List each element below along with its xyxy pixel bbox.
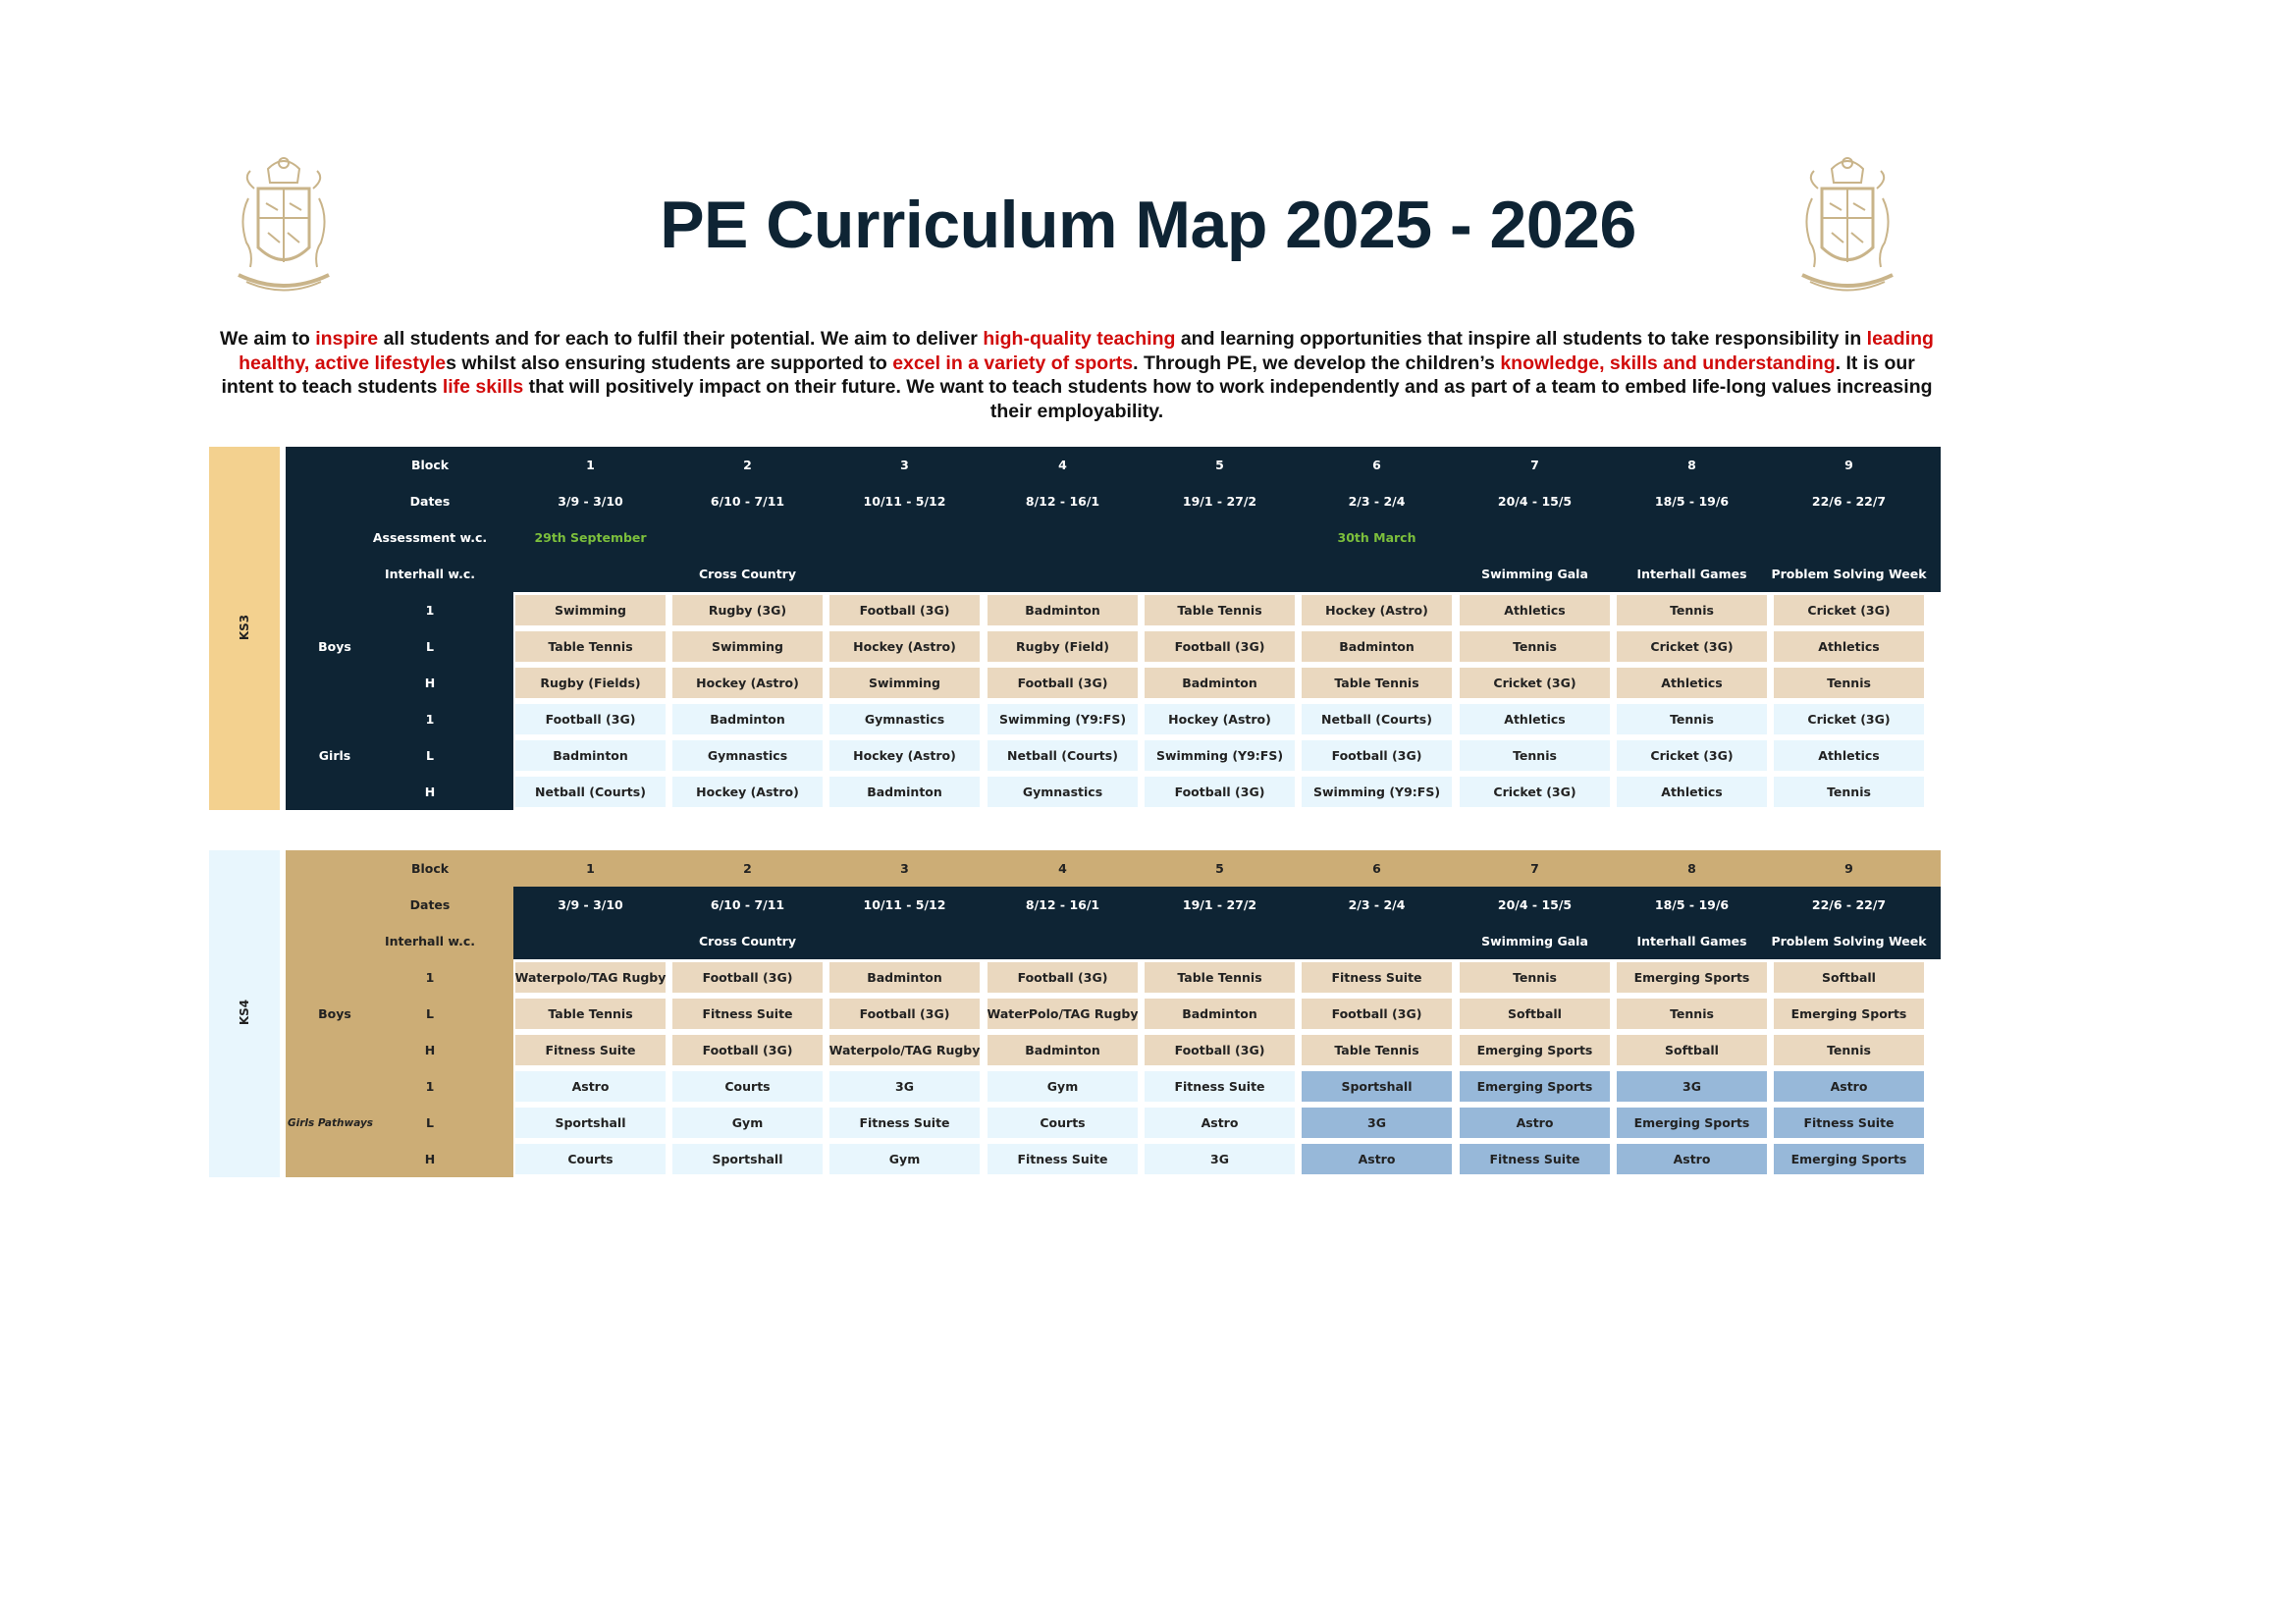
ks4-interhall-cell: Problem Solving Week <box>1771 934 1927 948</box>
ks3-interhall-cell <box>513 556 667 592</box>
activity-cell: Tennis <box>1617 704 1767 734</box>
ks4-set-label: L <box>426 1115 434 1130</box>
activity-cell: Softball <box>1774 962 1924 993</box>
ks3-blocks-cell: 8 <box>1687 458 1696 472</box>
ks3-band <box>209 447 280 810</box>
activity-cell: Astro <box>1145 1108 1295 1138</box>
activity-cell: Cricket (3G) <box>1460 668 1610 698</box>
activity-cell: Hockey (Astro) <box>829 740 980 771</box>
activity-cell: Table Tennis <box>1302 668 1452 698</box>
intro-text: s whilst also ensuring students are supported to <box>446 352 893 374</box>
activity-cell: Astro <box>1774 1071 1924 1102</box>
ks3-interhall-cell <box>1143 556 1297 592</box>
ks4-dates-cell: 10/11 - 5/12 <box>863 897 946 912</box>
ks3-girls-group-label: Girls <box>318 748 351 763</box>
activity-cell: Football (3G) <box>1145 631 1295 662</box>
ks3-interhall-cell: Problem Solving Week <box>1771 567 1927 581</box>
activity-cell: Swimming <box>515 595 666 625</box>
intent-statement <box>218 327 1936 423</box>
activity-cell: Badminton <box>672 704 823 734</box>
ks4-interhall-cell <box>1300 923 1454 959</box>
intro-text: all students and for each to fulfil their potential. We aim to deliver <box>378 328 984 350</box>
activity-cell: Badminton <box>1145 668 1295 698</box>
ks3-interhall-cell: Interhall Games <box>1636 567 1747 581</box>
activity-cell: Gym <box>829 1144 980 1174</box>
activity-cell: Rugby (3G) <box>672 595 823 625</box>
ks4-dates-cell: 22/6 - 22/7 <box>1811 897 1887 912</box>
activity-cell: Table Tennis <box>1145 595 1295 625</box>
ks3-set-label: H <box>424 676 436 690</box>
activity-cell: Emerging Sports <box>1617 962 1767 993</box>
ks4-set-label: H <box>424 1043 436 1057</box>
activity-cell: Astro <box>1302 1144 1452 1174</box>
activity-cell: Swimming (Y9:FS) <box>1302 777 1452 807</box>
activity-cell: Hockey (Astro) <box>829 631 980 662</box>
ks3-set-label: 1 <box>425 603 435 618</box>
ks4-set-label: 1 <box>425 1079 435 1094</box>
activity-cell: Table Tennis <box>1145 962 1295 993</box>
activity-cell: Emerging Sports <box>1774 1144 1924 1174</box>
activity-cell: Courts <box>515 1144 666 1174</box>
activity-cell: Badminton <box>515 740 666 771</box>
activity-cell: Swimming (Y9:FS) <box>1145 740 1295 771</box>
ks4-interhall-cell: Cross Country <box>698 934 796 948</box>
activity-cell: Astro <box>1460 1108 1610 1138</box>
ks4-blocks-cell: 1 <box>586 861 595 876</box>
activity-cell: Tennis <box>1460 631 1610 662</box>
activity-cell: Athletics <box>1774 631 1924 662</box>
activity-cell: Softball <box>1460 999 1610 1029</box>
activity-cell: Football (3G) <box>829 999 980 1029</box>
activity-cell: Football (3G) <box>672 962 823 993</box>
ks4-boys-group-label: Boys <box>318 1006 351 1021</box>
activity-cell: Cricket (3G) <box>1617 740 1767 771</box>
intro-highlight: inspire <box>315 328 379 350</box>
ks3-blocks-cell: 7 <box>1530 458 1539 472</box>
ks4-girls-group-label: Girls Pathways <box>288 1116 374 1129</box>
ks3-dates-cell: 18/5 - 19/6 <box>1654 494 1730 509</box>
activity-cell: 3G <box>1617 1071 1767 1102</box>
activity-cell: Netball (Courts) <box>515 777 666 807</box>
ks3-blocks-cell: 4 <box>1058 458 1067 472</box>
ks3-dates-cell: 3/9 - 3/10 <box>558 494 623 509</box>
activity-cell: WaterPolo/TAG Rugby <box>988 999 1138 1029</box>
activity-cell: Football (3G) <box>988 668 1138 698</box>
activity-cell: Badminton <box>988 1035 1138 1065</box>
ks3-interhall-cell: Swimming Gala <box>1481 567 1588 581</box>
ks4-dates-cell: 20/4 - 15/5 <box>1497 897 1573 912</box>
intro-highlight: knowledge, skills and understanding <box>1500 352 1836 374</box>
ks4-interhall-cell <box>828 923 982 959</box>
ks4-blocks-label: Block <box>410 861 450 876</box>
ks4-curriculum-table <box>209 850 1941 1177</box>
ks4-label: KS4 <box>238 999 251 1026</box>
intro-highlight: high-quality teaching <box>983 328 1176 350</box>
activity-cell: Waterpolo/TAG Rugby <box>829 1035 980 1065</box>
activity-cell: Hockey (Astro) <box>672 668 823 698</box>
ks4-interhall-cell <box>513 923 667 959</box>
activity-cell: Fitness Suite <box>829 1108 980 1138</box>
activity-cell: Emerging Sports <box>1460 1035 1610 1065</box>
ks4-dates-cell: 8/12 - 16/1 <box>1025 897 1100 912</box>
activity-cell: Emerging Sports <box>1460 1071 1610 1102</box>
activity-cell: Tennis <box>1774 1035 1924 1065</box>
intro-text: We aim to <box>220 328 316 350</box>
activity-cell: Athletics <box>1460 704 1610 734</box>
ks3-interhall-cell: Cross Country <box>698 567 796 581</box>
ks4-dates-label: Dates <box>409 897 451 912</box>
activity-cell: Football (3G) <box>1145 777 1295 807</box>
activity-cell: Netball (Courts) <box>1302 704 1452 734</box>
ks3-set-label: L <box>426 639 434 654</box>
ks3-blocks-cell: 1 <box>586 458 595 472</box>
ks3-dates-cell: 19/1 - 27/2 <box>1182 494 1257 509</box>
activity-cell: Emerging Sports <box>1617 1108 1767 1138</box>
activity-cell: Football (3G) <box>988 962 1138 993</box>
activity-cell: Fitness Suite <box>515 1035 666 1065</box>
ks4-interhall-label: Interhall w.c. <box>384 934 476 948</box>
activity-cell: Hockey (Astro) <box>1302 595 1452 625</box>
activity-cell: Athletics <box>1617 777 1767 807</box>
activity-cell: Tennis <box>1460 740 1610 771</box>
activity-cell: Gymnastics <box>988 777 1138 807</box>
ks3-dates-cell: 8/12 - 16/1 <box>1025 494 1100 509</box>
activity-cell: Football (3G) <box>829 595 980 625</box>
ks4-set-label: 1 <box>425 970 435 985</box>
activity-cell: Football (3G) <box>672 1035 823 1065</box>
activity-cell: Tennis <box>1617 999 1767 1029</box>
ks3-assessment-cell <box>1458 519 1612 556</box>
intro-text: . It is our intent to teach students <box>221 352 1915 398</box>
ks4-blocks-cell: 8 <box>1687 861 1696 876</box>
ks4-dates-cell: 18/5 - 19/6 <box>1654 897 1730 912</box>
ks3-interhall-cell <box>1300 556 1454 592</box>
activity-cell: Gym <box>988 1071 1138 1102</box>
activity-cell: Astro <box>515 1071 666 1102</box>
activity-cell: 3G <box>1302 1108 1452 1138</box>
ks4-interhall-cell: Swimming Gala <box>1481 934 1588 948</box>
ks3-assessment-cell <box>828 519 982 556</box>
activity-cell: Football (3G) <box>1302 740 1452 771</box>
ks3-assessment-cell <box>1772 519 1926 556</box>
activity-cell: 3G <box>829 1071 980 1102</box>
activity-cell: Athletics <box>1617 668 1767 698</box>
activity-cell: Gymnastics <box>672 740 823 771</box>
activity-cell: Softball <box>1617 1035 1767 1065</box>
activity-cell: Football (3G) <box>515 704 666 734</box>
ks3-assessment-cell <box>986 519 1140 556</box>
activity-cell: Rugby (Field) <box>988 631 1138 662</box>
activity-cell: Fitness Suite <box>1145 1071 1295 1102</box>
ks3-assessment-cell <box>670 519 825 556</box>
activity-cell: Badminton <box>1302 631 1452 662</box>
activity-cell: Fitness Suite <box>988 1144 1138 1174</box>
ks4-blocks-cell: 6 <box>1372 861 1381 876</box>
ks3-assessment-label: Assessment w.c. <box>372 530 488 545</box>
activity-cell: Badminton <box>829 777 980 807</box>
activity-cell: Cricket (3G) <box>1617 631 1767 662</box>
activity-cell: Sportshall <box>672 1144 823 1174</box>
activity-cell: Fitness Suite <box>1302 962 1452 993</box>
activity-cell: Sportshall <box>1302 1071 1452 1102</box>
activity-cell: Tennis <box>1774 777 1924 807</box>
ks4-blocks-cell: 9 <box>1844 861 1853 876</box>
ks4-interhall-cell <box>1143 923 1297 959</box>
activity-cell: Courts <box>988 1108 1138 1138</box>
activity-cell: Emerging Sports <box>1774 999 1924 1029</box>
activity-cell: Fitness Suite <box>1774 1108 1924 1138</box>
ks3-dates-cell: 10/11 - 5/12 <box>863 494 946 509</box>
ks3-assessment-cell <box>1143 519 1297 556</box>
activity-cell: Sportshall <box>515 1108 666 1138</box>
ks3-interhall-label: Interhall w.c. <box>384 567 476 581</box>
activity-cell: Swimming <box>829 668 980 698</box>
ks4-dates-cell: 2/3 - 2/4 <box>1348 897 1406 912</box>
ks3-curriculum-table <box>209 447 1941 810</box>
page-title: PE Curriculum Map 2025 - 2026 <box>660 188 1636 262</box>
ks3-blocks-label: Block <box>410 458 450 472</box>
activity-cell: Table Tennis <box>515 631 666 662</box>
activity-cell: Swimming <box>672 631 823 662</box>
activity-cell: Athletics <box>1774 740 1924 771</box>
ks3-dates-cell: 2/3 - 2/4 <box>1348 494 1406 509</box>
activity-cell: Football (3G) <box>1145 1035 1295 1065</box>
activity-cell: Waterpolo/TAG Rugby <box>515 962 666 993</box>
ks3-dates-cell: 20/4 - 15/5 <box>1497 494 1573 509</box>
ks4-interhall-cell <box>986 923 1140 959</box>
intro-highlight: leading healthy, active lifestyle <box>239 328 1934 374</box>
ks3-blocks-cell: 9 <box>1844 458 1853 472</box>
activity-cell: Rugby (Fields) <box>515 668 666 698</box>
activity-cell: Table Tennis <box>1302 1035 1452 1065</box>
activity-cell: Badminton <box>988 595 1138 625</box>
activity-cell: Fitness Suite <box>1460 1144 1610 1174</box>
ks4-band <box>209 850 280 1177</box>
activity-cell: Gym <box>672 1108 823 1138</box>
ks3-dates-cell: 22/6 - 22/7 <box>1811 494 1887 509</box>
ks4-set-label: L <box>426 1006 434 1021</box>
activity-cell: 3G <box>1145 1144 1295 1174</box>
ks4-dates-cell: 19/1 - 27/2 <box>1182 897 1257 912</box>
activity-cell: Gymnastics <box>829 704 980 734</box>
intro-text: . Through PE, we develop the children’s <box>1133 352 1501 374</box>
intro-highlight: life skills <box>442 376 524 398</box>
ks3-label: KS3 <box>238 614 251 641</box>
ks3-interhall-cell <box>986 556 1140 592</box>
intro-highlight: excel in a variety of sports <box>892 352 1134 374</box>
activity-cell: Fitness Suite <box>672 999 823 1029</box>
ks3-assessment-cell <box>1615 519 1769 556</box>
activity-cell: Badminton <box>1145 999 1295 1029</box>
activity-cell: Astro <box>1617 1144 1767 1174</box>
activity-cell: Football (3G) <box>1302 999 1452 1029</box>
activity-cell: Table Tennis <box>515 999 666 1029</box>
activity-cell: Cricket (3G) <box>1774 704 1924 734</box>
activity-cell: Courts <box>672 1071 823 1102</box>
ks4-blocks-cell: 7 <box>1530 861 1539 876</box>
ks3-boys-group-label: Boys <box>318 639 351 654</box>
ks3-set-label: L <box>426 748 434 763</box>
ks3-blocks-cell: 6 <box>1372 458 1381 472</box>
ks3-set-label: 1 <box>425 712 435 727</box>
ks3-blocks-cell: 2 <box>743 458 752 472</box>
ks4-dates-cell: 6/10 - 7/11 <box>710 897 785 912</box>
ks4-blocks-cell: 5 <box>1215 861 1224 876</box>
ks3-blocks-cell: 5 <box>1215 458 1224 472</box>
activity-cell: Hockey (Astro) <box>672 777 823 807</box>
ks4-set-label: H <box>424 1152 436 1166</box>
ks3-assessment-cell: 30th March <box>1337 530 1416 545</box>
ks4-blocks-cell: 4 <box>1058 861 1067 876</box>
ks4-dates-cell: 3/9 - 3/10 <box>558 897 623 912</box>
ks3-assessment-cell: 29th September <box>534 530 647 545</box>
activity-cell: Badminton <box>829 962 980 993</box>
ks4-blocks-cell: 3 <box>900 861 909 876</box>
activity-cell: Tennis <box>1617 595 1767 625</box>
ks4-blocks-cell: 2 <box>743 861 752 876</box>
activity-cell: Swimming (Y9:FS) <box>988 704 1138 734</box>
activity-cell: Tennis <box>1460 962 1610 993</box>
activity-cell: Hockey (Astro) <box>1145 704 1295 734</box>
ks3-interhall-cell <box>828 556 982 592</box>
activity-cell: Cricket (3G) <box>1774 595 1924 625</box>
ks3-set-label: H <box>424 785 436 799</box>
activity-cell: Cricket (3G) <box>1460 777 1610 807</box>
activity-cell: Athletics <box>1460 595 1610 625</box>
ks3-blocks-cell: 3 <box>900 458 909 472</box>
activity-cell: Netball (Courts) <box>988 740 1138 771</box>
ks3-dates-cell: 6/10 - 7/11 <box>710 494 785 509</box>
intro-text: that will positively impact on their future. We want to teach students how to work independently and as part of a team to embed life-long values increasing their employability. <box>523 376 1933 422</box>
ks4-interhall-cell: Interhall Games <box>1636 934 1747 948</box>
intro-text: and learning opportunities that inspire all students to take responsibility in <box>1175 328 1867 350</box>
activity-cell: Tennis <box>1774 668 1924 698</box>
ks3-dates-label: Dates <box>409 494 451 509</box>
